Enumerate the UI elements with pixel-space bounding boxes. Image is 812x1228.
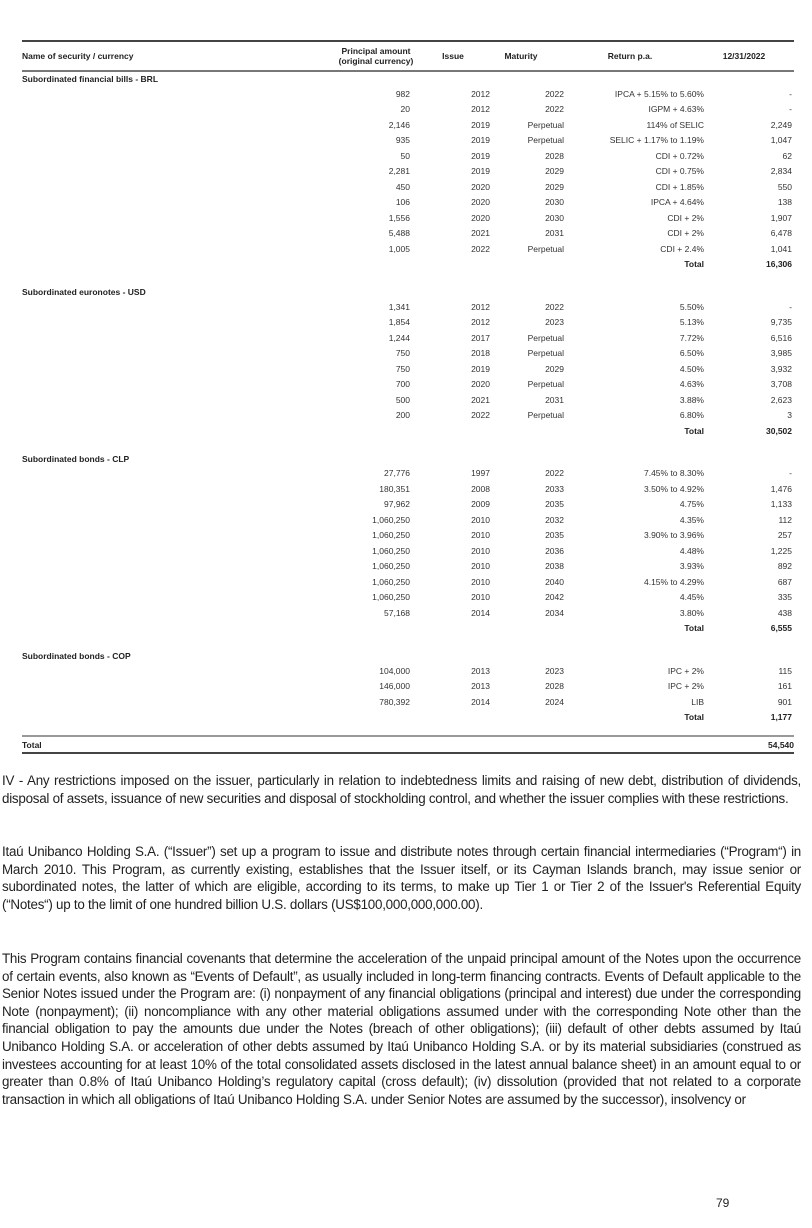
- cell-issue: 2012: [471, 88, 490, 99]
- cell-value: 115: [778, 665, 792, 676]
- header-maturity: Maturity: [504, 51, 538, 61]
- cell-issue: 2019: [471, 166, 490, 177]
- subordinated-debt-table: [22, 40, 794, 754]
- table-row: [22, 133, 794, 149]
- cell-value: 138: [777, 197, 792, 208]
- header-return: Return p.a.: [607, 51, 653, 61]
- cell-return: 7.72%: [679, 332, 704, 343]
- table-row: [22, 102, 794, 118]
- section-total-row: [22, 257, 794, 273]
- cell-maturity: 2022: [545, 88, 564, 99]
- table-row: [22, 241, 794, 257]
- cell-maturity: Perpetual: [527, 379, 564, 390]
- cell-principal: 1,060,250: [372, 592, 410, 603]
- cell-issue: 2019: [471, 150, 490, 161]
- cell-maturity: Perpetual: [527, 410, 564, 421]
- cell-maturity: Perpetual: [527, 348, 564, 359]
- cell-value: -: [789, 104, 792, 115]
- cell-value: 901: [777, 696, 792, 707]
- table-row: [22, 330, 794, 346]
- cell-maturity: 2029: [545, 363, 564, 374]
- section-title: Subordinated bonds - CLP: [22, 453, 130, 464]
- cell-principal: 5,488: [388, 228, 410, 239]
- cell-principal: 104,000: [379, 665, 410, 676]
- cell-maturity: 2031: [545, 394, 564, 405]
- cell-value: 1,041: [770, 243, 792, 254]
- cell-principal: 200: [395, 410, 410, 421]
- cell-return: 4.45%: [679, 592, 704, 603]
- grand-total-bottom-rule: [22, 752, 794, 754]
- cell-principal: 106: [395, 197, 410, 208]
- table-row: [22, 497, 794, 513]
- cell-principal: 450: [395, 181, 410, 192]
- cell-return: 3.88%: [679, 394, 704, 405]
- cell-maturity: 2023: [545, 665, 564, 676]
- cell-issue: 2012: [471, 104, 490, 115]
- table-row: [22, 117, 794, 133]
- cell-principal: 982: [395, 88, 410, 99]
- cell-issue: 2020: [471, 181, 490, 192]
- cell-issue: 2010: [471, 576, 490, 587]
- table-row: [22, 574, 794, 590]
- cell-maturity: 2028: [545, 150, 564, 161]
- cell-value: 112: [778, 514, 792, 525]
- cell-return: SELIC + 1.17% to 1.19%: [609, 135, 704, 146]
- cell-maturity: 2030: [545, 212, 564, 223]
- table-row: [22, 512, 794, 528]
- cell-maturity: 2023: [545, 317, 564, 328]
- cell-principal: 1,060,250: [372, 514, 410, 525]
- cell-return: 4.75%: [679, 499, 704, 510]
- cell-maturity: Perpetual: [527, 332, 564, 343]
- table-row: [22, 392, 794, 408]
- section-total-value: 16,306: [766, 259, 792, 270]
- cell-return: 6.50%: [679, 348, 704, 359]
- cell-principal: 1,005: [388, 243, 410, 254]
- table-row: [22, 694, 794, 710]
- cell-principal: 1,854: [388, 317, 410, 328]
- cell-return: 4.15% to 4.29%: [643, 576, 704, 587]
- cell-maturity: 2034: [545, 607, 564, 618]
- cell-value: 1,133: [770, 499, 792, 510]
- cell-maturity: 2022: [545, 301, 564, 312]
- cell-value: 1,225: [770, 545, 792, 556]
- table-body: [22, 72, 794, 725]
- table-row: [22, 226, 794, 242]
- cell-maturity: 2022: [545, 104, 564, 115]
- cell-value: -: [789, 301, 792, 312]
- cell-value: 9,735: [770, 317, 792, 328]
- table-row: [22, 481, 794, 497]
- table-row: [22, 408, 794, 424]
- cell-value: 2,834: [770, 166, 792, 177]
- paragraph-program: Itaú Unibanco Holding S.A. (“Issuer”) set up a program to issue and distribute notes through certain financial intermediaries (“Program“) in March 2010. This Program, as currently existing, establishes that the Issuer itself, or its Cayman Islands branch, may issue senior or subordinated notes, the latter of which are eligible, according to its terms, to make up Tier 1 or Tier 2 of the Issuer's Referential Equity (“Notes“) up to the limit of one hundred billion U.S. dollars (US$100,000,000,000.00).: [2, 844, 801, 912]
- table-row: [22, 543, 794, 559]
- cell-value: 3,985: [770, 348, 792, 359]
- cell-value: -: [789, 468, 792, 479]
- cell-principal: 1,060,250: [372, 530, 410, 541]
- table-row: [22, 346, 794, 362]
- cell-principal: 750: [395, 363, 410, 374]
- cell-issue: 2014: [471, 696, 490, 707]
- cell-return: CDI + 1.85%: [655, 181, 704, 192]
- table-header-row: [22, 42, 794, 70]
- cell-return: 7.45% to 8.30%: [643, 468, 704, 479]
- cell-maturity: 2042: [545, 592, 564, 603]
- table-row: [22, 663, 794, 679]
- cell-maturity: 2030: [545, 197, 564, 208]
- cell-principal: 1,060,250: [372, 545, 410, 556]
- header-principal: Principal amount (original currency): [338, 46, 414, 66]
- cell-value: 550: [777, 181, 792, 192]
- cell-value: 3,932: [770, 363, 792, 374]
- grand-total-row: [22, 737, 794, 752]
- cell-maturity: 2036: [545, 545, 564, 556]
- header-name: Name of security / currency: [22, 51, 134, 61]
- cell-issue: 2020: [471, 212, 490, 223]
- cell-issue: 2010: [471, 592, 490, 603]
- table-row: [22, 361, 794, 377]
- cell-return: IPCA + 4.64%: [650, 197, 704, 208]
- cell-principal: 57,168: [384, 607, 410, 618]
- cell-maturity: Perpetual: [527, 119, 564, 130]
- cell-return: IPC + 2%: [667, 681, 704, 692]
- cell-maturity: Perpetual: [527, 243, 564, 254]
- cell-principal: 1,556: [388, 212, 410, 223]
- table-row: [22, 528, 794, 544]
- cell-value: -: [789, 88, 792, 99]
- table-row: [22, 210, 794, 226]
- cell-issue: 2020: [471, 379, 490, 390]
- cell-return: 114% of SELIC: [646, 119, 704, 130]
- cell-return: 5.50%: [679, 301, 704, 312]
- cell-issue: 2022: [471, 410, 490, 421]
- cell-issue: 2013: [471, 665, 490, 676]
- paragraph-covenants: This Program contains financial covenants that determine the acceleration of the unpaid principal amount of the Notes upon the occurrence of certain events, also known as “Events of Default”, as usually included in long-term financing contracts. Events of Default applicable to the Senior Notes issued under the Program are: (i) nonpayment of any financial obligations (principal and interest) due under the corresponding Note (nonpayment); (ii) noncompliance with any other material obligations assumed under with the corresponding Note other than the financial obligation to pay the amounts due under the Notes (breach of other obligations); (iii) default of other debts assumed by Itaú Unibanco Holding S.A. or acceleration of other debts assumed by Itaú Unibanco Holding S.A. or by its material subsidiaries (construed as investees accounting for at least 10% of the total consolidated assets disclosed in the latest annual balance sheet) in an amount equal to or greater than 0.8% of Itaú Unibanco Holding’s regulatory capital (cross default); (iv) dissolution (provided that not related to a corporate transaction in which all obligations of Itaú Unibanco Holding S.A. under Senior Notes are assumed by the successor), insolvency or: [2, 951, 801, 1107]
- cell-maturity: 2028: [545, 681, 564, 692]
- section-title: Subordinated financial bills - BRL: [22, 74, 159, 84]
- table-row: [22, 86, 794, 102]
- cell-principal: 750: [395, 348, 410, 359]
- cell-value: 892: [777, 561, 792, 572]
- cell-principal: 1,341: [388, 301, 410, 312]
- section-title: Subordinated euronotes - USD: [22, 287, 146, 297]
- cell-maturity: 2035: [545, 499, 564, 510]
- cell-issue: 2008: [471, 483, 490, 494]
- cell-return: 4.48%: [679, 545, 704, 556]
- page-number: 79: [716, 1196, 730, 1210]
- cell-issue: 2010: [471, 514, 490, 525]
- cell-value: 2,623: [770, 394, 792, 405]
- cell-issue: 2010: [471, 561, 490, 572]
- cell-maturity: 2038: [545, 561, 564, 572]
- cell-issue: 2021: [471, 394, 490, 405]
- section-total-row: [22, 423, 794, 439]
- cell-return: 4.35%: [679, 514, 704, 525]
- cell-maturity: 2029: [545, 181, 564, 192]
- cell-principal: 27,776: [384, 468, 410, 479]
- cell-principal: 1,060,250: [372, 576, 410, 587]
- section-total-value: 6,555: [770, 623, 792, 634]
- cell-principal: 97,962: [384, 499, 410, 510]
- cell-maturity: 2040: [545, 576, 564, 587]
- cell-return: LIB: [691, 696, 704, 707]
- cell-value: 1,047: [770, 135, 792, 146]
- cell-issue: 1997: [471, 468, 490, 479]
- section-total-value: 1,177: [770, 712, 792, 723]
- cell-value: 1,907: [770, 212, 792, 223]
- cell-value: 6,516: [770, 332, 792, 343]
- cell-return: CDI + 2%: [667, 228, 704, 239]
- cell-value: 3: [787, 410, 792, 421]
- section-total-row: [22, 710, 794, 726]
- cell-maturity: Perpetual: [527, 135, 564, 146]
- cell-issue: 2012: [471, 317, 490, 328]
- cell-issue: 2012: [471, 301, 490, 312]
- cell-maturity: 2024: [545, 696, 564, 707]
- cell-issue: 2014: [471, 607, 490, 618]
- cell-issue: 2009: [471, 499, 490, 510]
- cell-return: 5.13%: [679, 317, 704, 328]
- cell-value: 335: [777, 592, 792, 603]
- cell-return: CDI + 0.72%: [655, 150, 704, 161]
- cell-return: IPCA + 5.15% to 5.60%: [614, 88, 704, 99]
- table-row: [22, 315, 794, 331]
- table-row: [22, 605, 794, 621]
- cell-principal: 20: [400, 104, 410, 115]
- cell-principal: 180,351: [379, 483, 410, 494]
- cell-maturity: 2031: [545, 228, 564, 239]
- section-gap: [22, 439, 794, 452]
- table-row: [22, 179, 794, 195]
- cell-value: 1,476: [770, 483, 792, 494]
- cell-value: 438: [777, 607, 792, 618]
- cell-issue: 2019: [471, 363, 490, 374]
- grand-total-value: 54,540: [768, 739, 794, 750]
- cell-maturity: 2032: [545, 514, 564, 525]
- cell-issue: 2013: [471, 681, 490, 692]
- cell-value: 161: [777, 681, 792, 692]
- section-total-value: 30,502: [766, 425, 792, 436]
- section-total-label: Total: [684, 425, 704, 436]
- cell-return: IGPM + 4.63%: [648, 104, 704, 115]
- cell-value: 2,249: [770, 119, 792, 130]
- section-total-label: Total: [684, 259, 704, 270]
- cell-return: 6.80%: [679, 410, 704, 421]
- cell-maturity: 2029: [545, 166, 564, 177]
- cell-principal: 935: [395, 135, 410, 146]
- cell-issue: 2022: [471, 243, 490, 254]
- table-row: [22, 377, 794, 393]
- header-date: 12/31/2022: [722, 51, 766, 61]
- section-total-label: Total: [684, 623, 704, 634]
- cell-principal: 146,000: [379, 681, 410, 692]
- cell-value: 257: [777, 530, 792, 541]
- cell-return: CDI + 0.75%: [655, 166, 704, 177]
- table-row: [22, 679, 794, 695]
- cell-principal: 500: [395, 394, 410, 405]
- section-gap: [22, 272, 794, 285]
- cell-principal: 780,392: [379, 696, 410, 707]
- cell-return: CDI + 2%: [667, 212, 704, 223]
- section-total-label: Total: [684, 712, 704, 723]
- cell-principal: 700: [395, 379, 410, 390]
- cell-value: 3,708: [770, 379, 792, 390]
- cell-value: 687: [777, 576, 792, 587]
- cell-principal: 2,281: [388, 166, 410, 177]
- cell-issue: 2017: [471, 332, 490, 343]
- cell-principal: 2,146: [388, 119, 410, 130]
- table-row: [22, 559, 794, 575]
- paragraph-restrictions-heading: IV - Any restrictions imposed on the issuer, particularly in relation to indebtedness limits and raising of new debt, distribution of dividends, disposal of assets, issuance of new securities and disposal of stockholding control, and whether the issuer complies with these restrictions.: [2, 773, 801, 806]
- header-issue: Issue: [442, 51, 464, 61]
- cell-principal: 1,060,250: [372, 561, 410, 572]
- cell-issue: 2010: [471, 545, 490, 556]
- cell-principal: 1,244: [388, 332, 410, 343]
- cell-issue: 2020: [471, 197, 490, 208]
- table-row: [22, 299, 794, 315]
- cell-return: IPC + 2%: [667, 665, 704, 676]
- cell-return: 3.93%: [679, 561, 704, 572]
- cell-issue: 2018: [471, 348, 490, 359]
- cell-return: 4.63%: [679, 379, 704, 390]
- cell-return: 3.90% to 3.96%: [643, 530, 704, 541]
- section-total-row: [22, 621, 794, 637]
- grand-total-label: Total: [22, 739, 42, 750]
- cell-issue: 2010: [471, 530, 490, 541]
- cell-value: 62: [782, 150, 792, 161]
- section-title: Subordinated bonds - COP: [22, 651, 131, 661]
- cell-issue: 2021: [471, 228, 490, 239]
- section-gap: [22, 636, 794, 649]
- cell-maturity: 2035: [545, 530, 564, 541]
- cell-return: 3.50% to 4.92%: [643, 483, 704, 494]
- cell-return: CDI + 2.4%: [660, 243, 704, 254]
- table-row: [22, 148, 794, 164]
- cell-issue: 2019: [471, 119, 490, 130]
- cell-maturity: 2022: [545, 468, 564, 479]
- table-row: [22, 466, 794, 482]
- cell-return: 4.50%: [679, 363, 704, 374]
- cell-value: 6,478: [770, 228, 792, 239]
- cell-principal: 50: [400, 150, 410, 161]
- cell-issue: 2019: [471, 135, 490, 146]
- cell-return: 3.80%: [679, 607, 704, 618]
- cell-maturity: 2033: [545, 483, 564, 494]
- table-row: [22, 195, 794, 211]
- table-row: [22, 590, 794, 606]
- table-row: [22, 164, 794, 180]
